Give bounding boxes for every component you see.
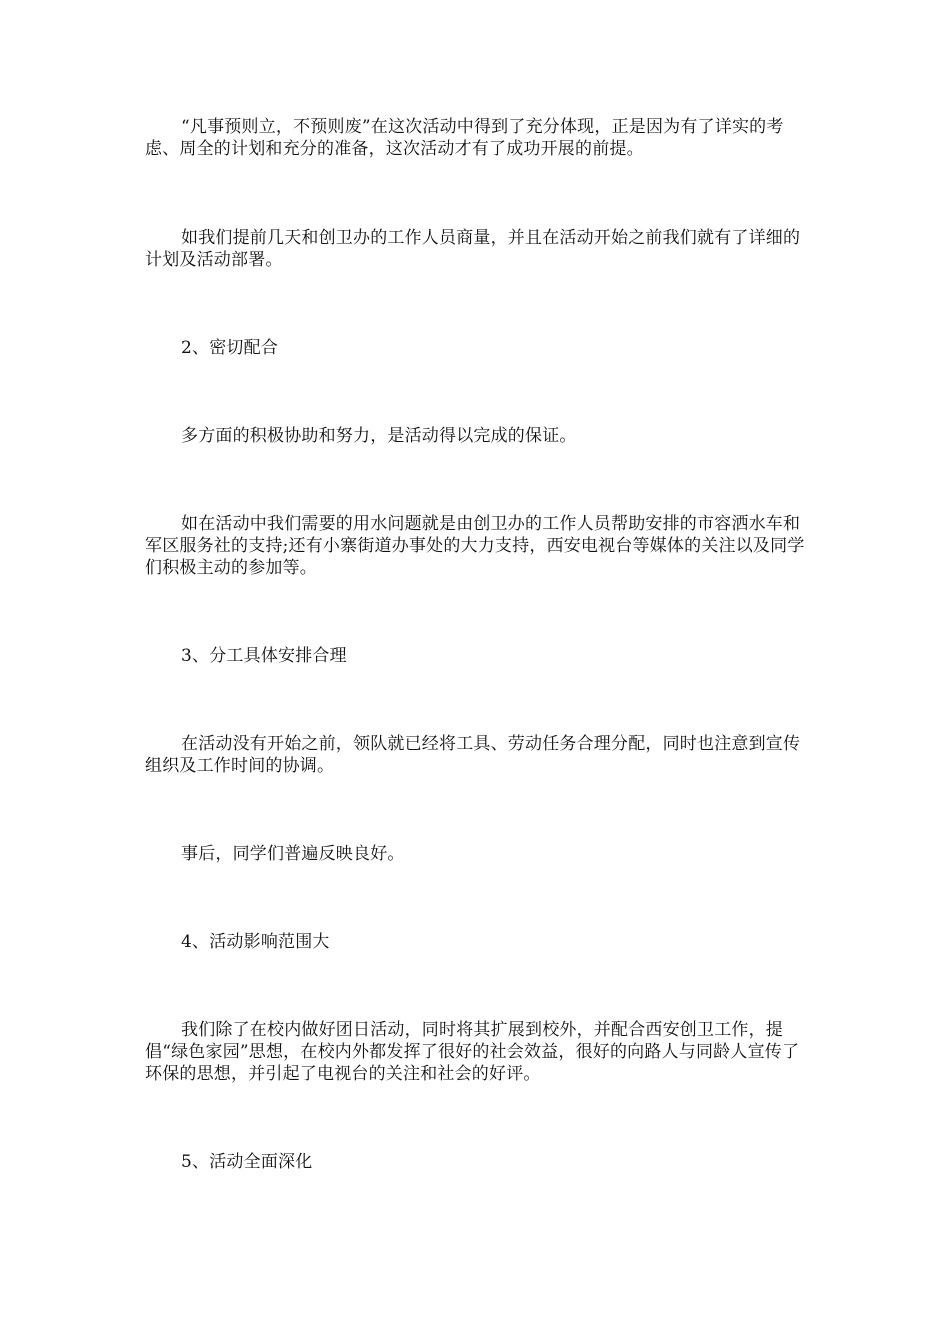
heading-division-of-labor: 3、分工具体安排合理 xyxy=(181,646,347,666)
heading-deepening: 5、活动全面深化 xyxy=(181,1152,313,1172)
paragraph-impact-details: 我们除了在校内做好团日活动，同时将其扩展到校外，并配合西安创卫工作，提倡“绿色家园”思想，在校内外都发挥了很好的社会效益，很好的向路人与同龄人宣传了环保的思想，并引起了电视台的关注和社会的好评。 xyxy=(145,1020,800,1084)
paragraph-planning-example: 如我们提前几天和创卫办的工作人员商量，并且在活动开始之前我们就有了详细的计划及活动部署。 xyxy=(145,228,801,270)
paragraph-preparation: “凡事预则立，不预则废”在这次活动中得到了充分体现，正是因为有了详实的考虑、周全的计划和充分的准备，这次活动才有了成功开展的前提。 xyxy=(145,117,784,159)
heading-wide-impact: 4、活动影响范围大 xyxy=(181,932,330,952)
heading-close-cooperation: 2、密切配合 xyxy=(181,338,279,358)
paragraph-division-details: 在活动没有开始之前，领队就已经将工具、劳动任务合理分配，同时也注意到宣传组织及工作时间的协调。 xyxy=(145,734,801,776)
paragraph-cooperation-summary: 多方面的积极协助和努力，是活动得以完成的保证。 xyxy=(181,426,577,446)
paragraph-cooperation-example: 如在活动中我们需要的用水问题就是由创卫办的工作人员帮助安排的市容洒水车和军区服务社的支持;还有小寨街道办事处的大力支持，西安电视台等媒体的关注以及同学们积极主动的参加等。 xyxy=(145,514,805,578)
paragraph-feedback: 事后，同学们普遍反映良好。 xyxy=(181,844,405,864)
